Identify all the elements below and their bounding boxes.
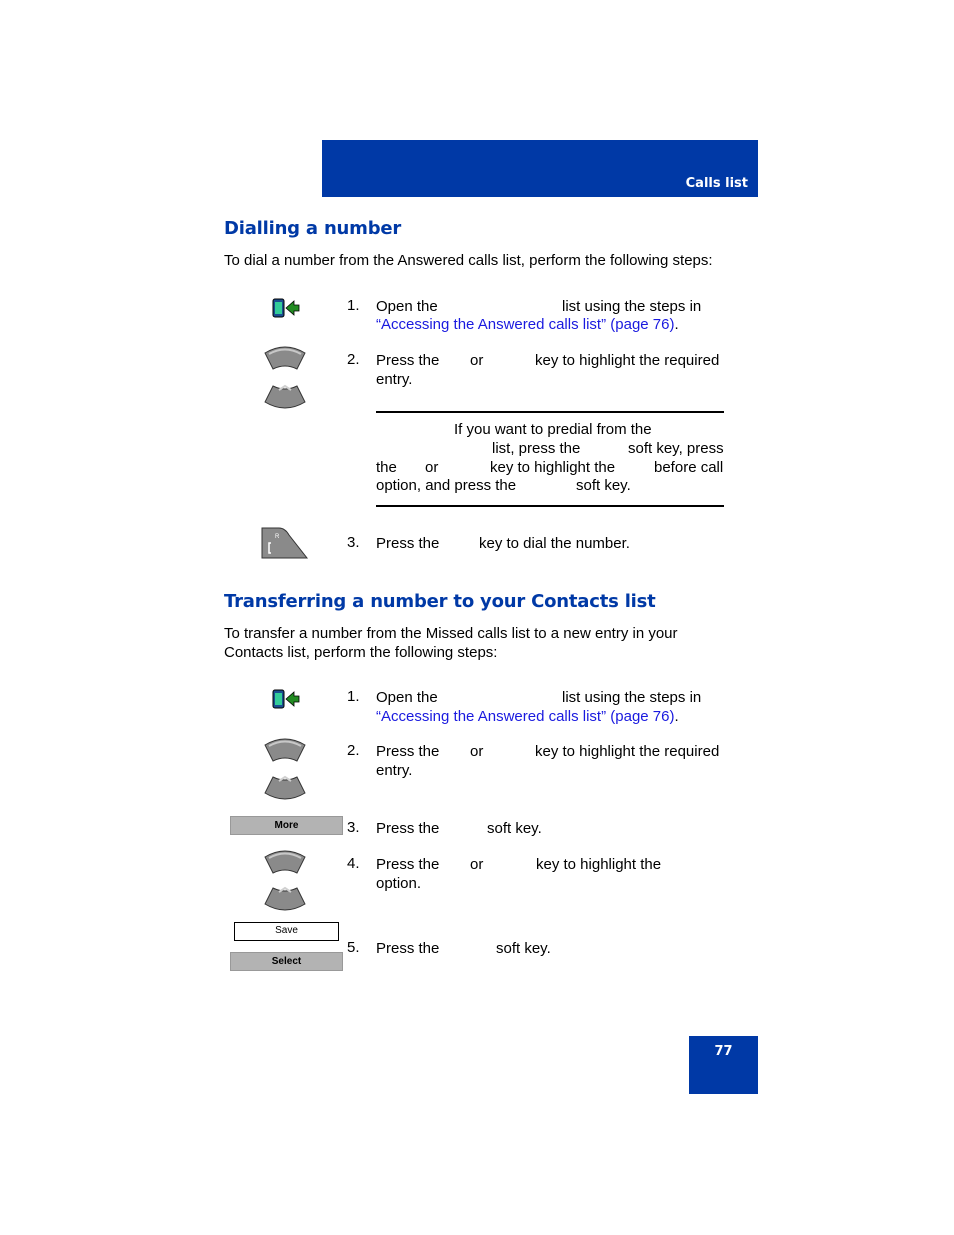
calls-list-icon <box>272 297 300 319</box>
note-bottom-rule <box>376 505 724 507</box>
step-text: Press the <box>376 743 440 760</box>
step-text: list using the steps in <box>562 689 702 706</box>
step-text: entry. <box>376 371 413 388</box>
step-number: 5. <box>347 939 360 956</box>
step-text: Press the <box>376 820 440 837</box>
send-key-icon <box>261 527 309 560</box>
step-link-line: “Accessing the Answered calls list” (page 76). <box>376 708 679 725</box>
step-link-line: “Accessing the Answered calls list” (page 76). <box>376 316 679 333</box>
step-text: Press the <box>376 352 440 369</box>
section-heading-transferring: Transferring a number to your Contacts list <box>224 591 656 612</box>
step-text: entry. <box>376 762 413 779</box>
step-number: 1. <box>347 297 360 314</box>
select-softkey[interactable]: Select <box>230 952 343 971</box>
section-intro: To dial a number from the Answered calls list, perform the following steps: <box>224 252 713 269</box>
page-number-box <box>689 1036 758 1094</box>
note-text: soft key. <box>576 477 631 494</box>
step-text: Open the <box>376 298 438 315</box>
step-text: key to dial the number. <box>479 535 630 552</box>
step-text: or <box>470 352 484 369</box>
page-number: 77 <box>714 1044 733 1059</box>
note-text: before call <box>654 459 724 476</box>
step-text: option. <box>376 875 422 892</box>
note-text: or <box>425 459 439 476</box>
svg-text:R: R <box>275 534 280 540</box>
step-text: Press the <box>376 940 440 957</box>
cross-reference-link[interactable]: “Accessing the Answered calls list” (page 76) <box>376 316 675 333</box>
header-title: Calls list <box>685 176 748 191</box>
section-intro: To transfer a number from the Missed calls list to a new entry in your <box>224 625 678 642</box>
note-text: the <box>376 459 397 476</box>
section-intro: Contacts list, perform the following steps: <box>224 644 498 661</box>
up-key-icon <box>263 737 307 763</box>
step-number: 1. <box>347 688 360 705</box>
step-text: key to highlight the required <box>535 352 720 369</box>
note-text: soft key, press <box>628 440 724 457</box>
step-number: 2. <box>347 742 360 759</box>
step-number: 3. <box>347 534 360 551</box>
step-number: 3. <box>347 819 360 836</box>
down-key-icon <box>263 886 307 914</box>
note-text: option, and press the <box>376 477 517 494</box>
step-text: key to highlight the required <box>535 743 720 760</box>
down-key-icon <box>263 775 307 803</box>
note-text: list, press the <box>492 440 581 457</box>
up-key-icon <box>263 849 307 875</box>
step-text: Open the <box>376 689 438 706</box>
header-bar <box>322 140 758 197</box>
calls-list-icon <box>272 688 300 710</box>
step-text: key to highlight the <box>536 856 662 873</box>
cross-reference-link[interactable]: “Accessing the Answered calls list” (page 76) <box>376 708 675 725</box>
step-number: 4. <box>347 855 360 872</box>
save-option-box[interactable]: Save <box>234 922 339 941</box>
note-text: If you want to predial from the <box>454 421 652 438</box>
step-text: Press the <box>376 856 440 873</box>
up-key-icon <box>263 345 307 371</box>
note-text: key to highlight the <box>490 459 616 476</box>
step-text: or <box>470 856 484 873</box>
section-heading-dialling: Dialling a number <box>224 218 402 239</box>
step-text: Press the <box>376 535 440 552</box>
step-number: 2. <box>347 351 360 368</box>
note-top-rule <box>376 411 724 413</box>
step-text: list using the steps in <box>562 298 702 315</box>
step-text: soft key. <box>496 940 551 957</box>
step-text: soft key. <box>487 820 542 837</box>
more-softkey[interactable]: More <box>230 816 343 835</box>
step-text: or <box>470 743 484 760</box>
down-key-icon <box>263 384 307 412</box>
